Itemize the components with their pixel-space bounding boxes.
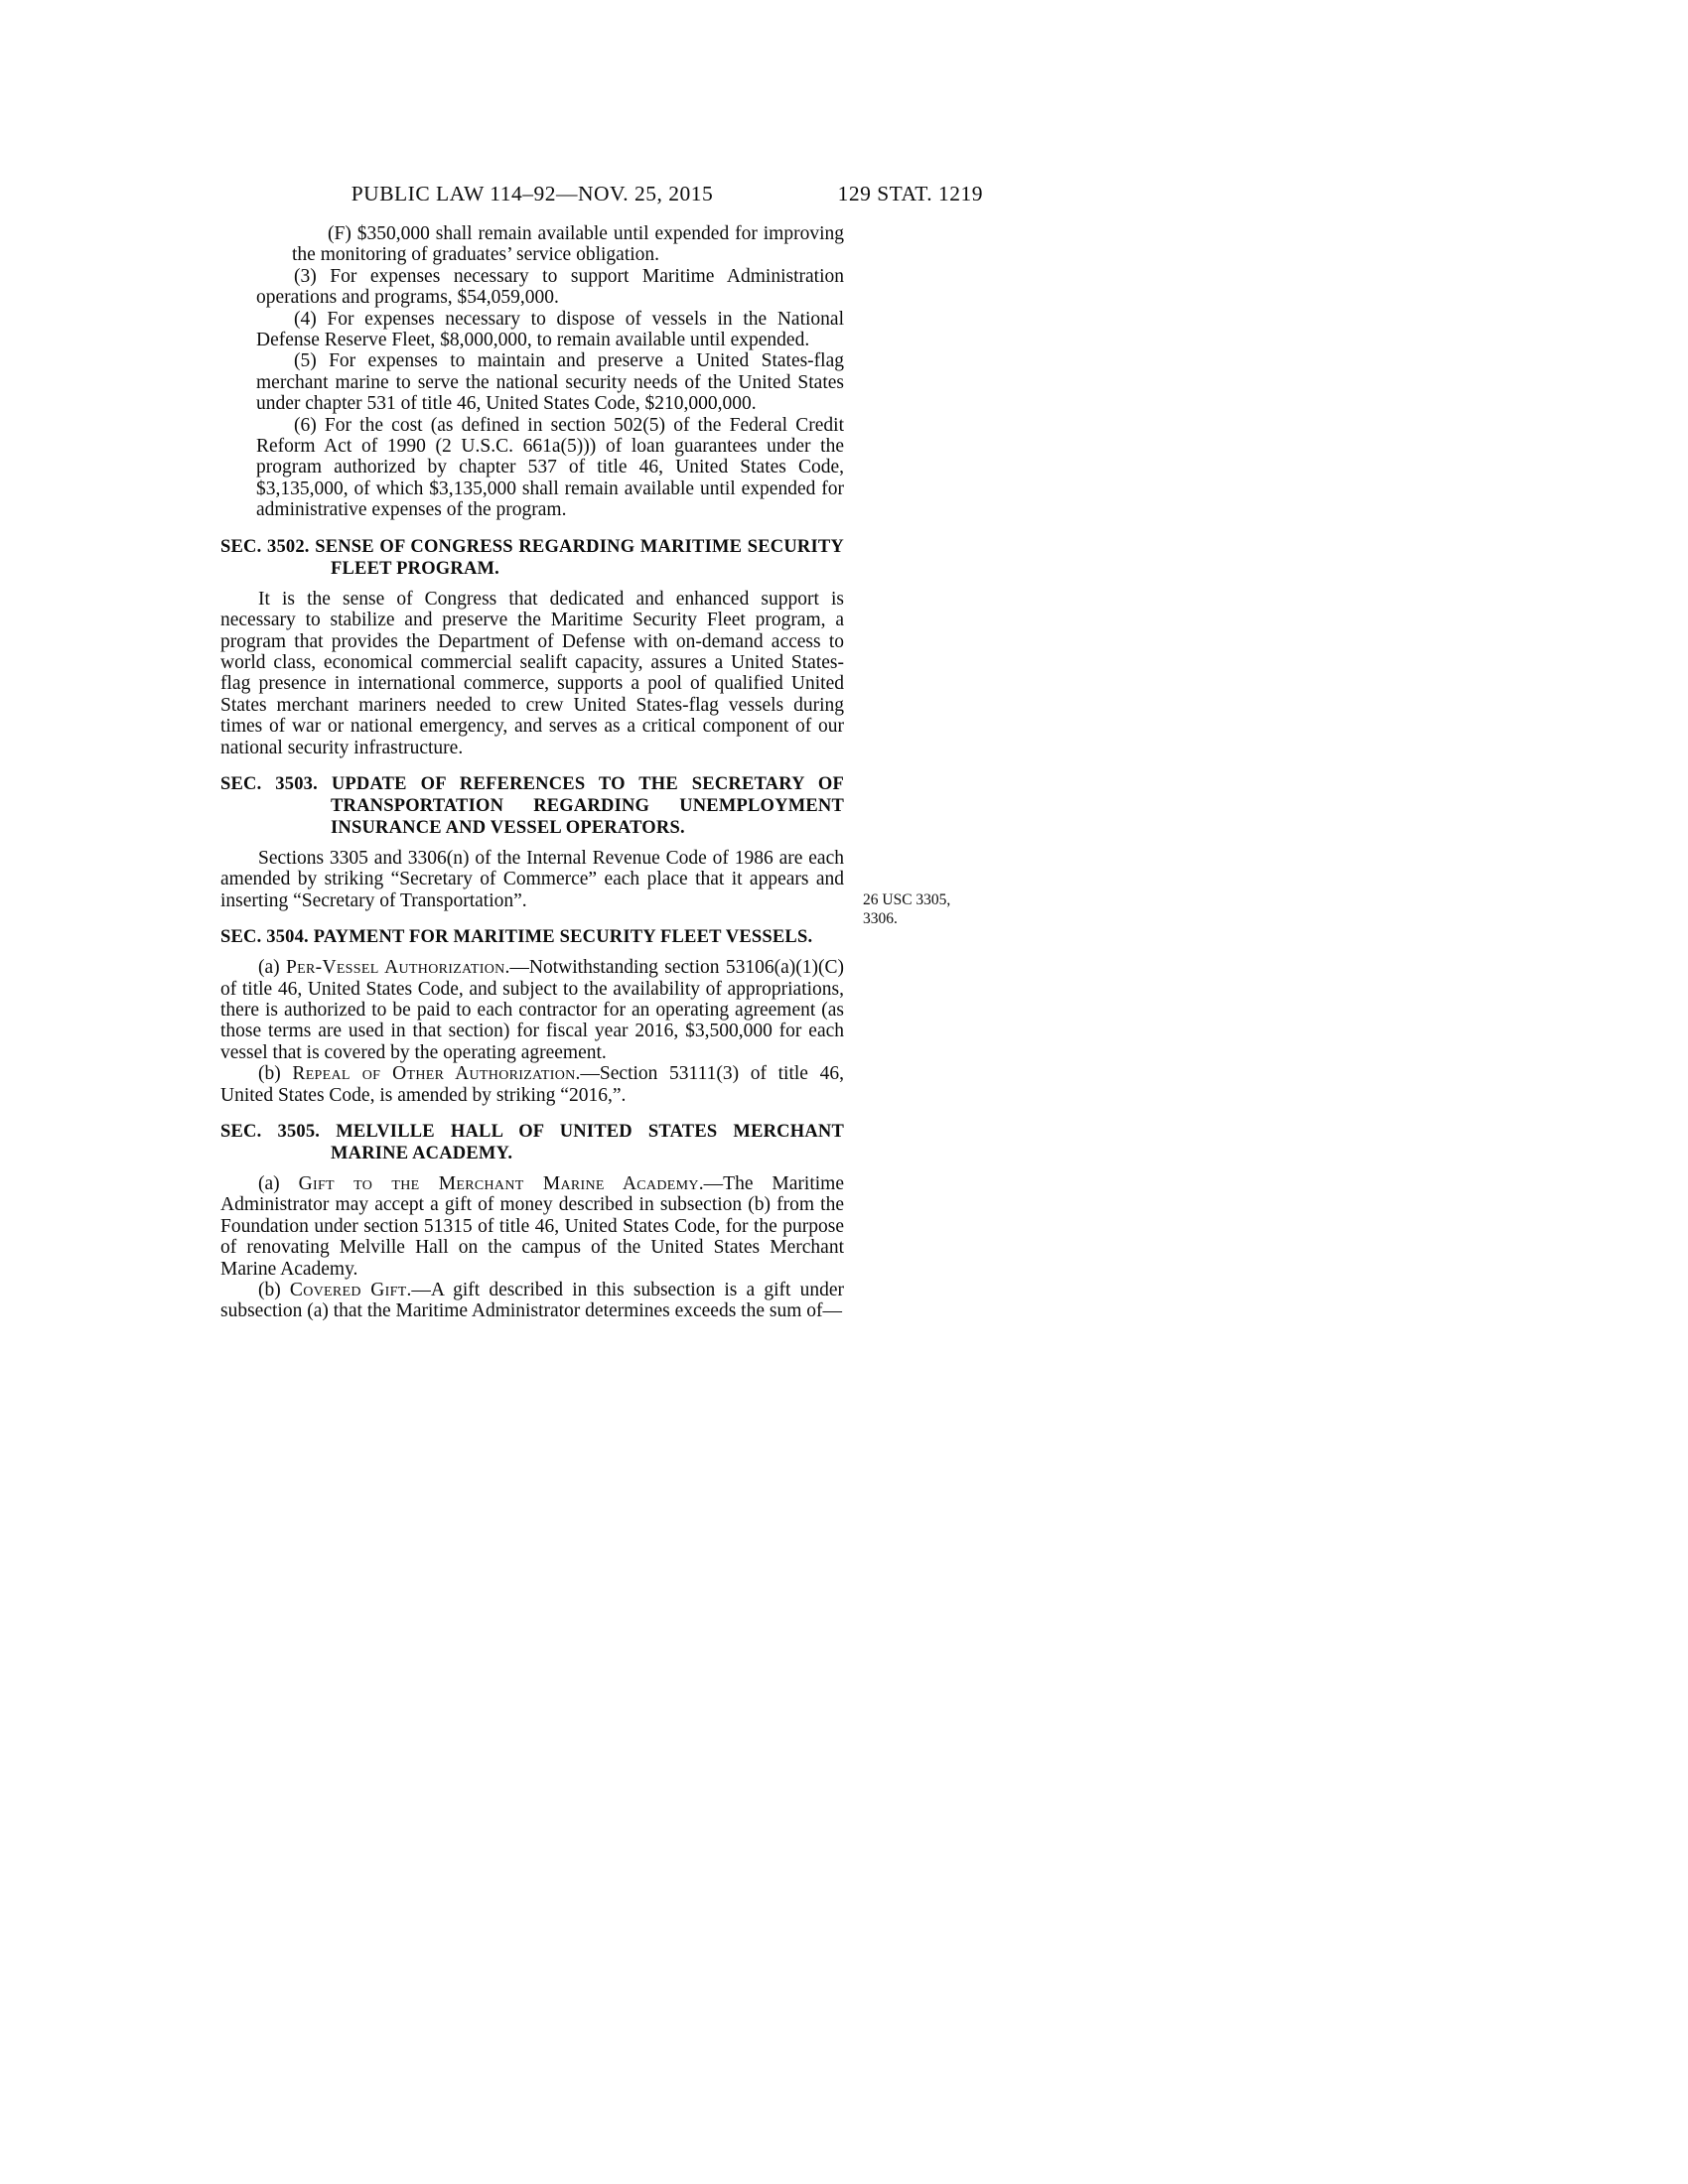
sec-3504-heading: SEC. 3504. PAYMENT FOR MARITIME SECURITY FLEET VESSELS. [220,927,813,948]
sec-3505-subsection-a [220,1173,844,1280]
subsection-b-title: Covered Gift [289,1280,407,1301]
para-6: (6) For the cost (as defined in section 502(5) of the Federal Credit Reform Act of 1990 (2 U.S.C. 661a(5))) of loan guarantees under the program authorized by chapter 537 of title 46, United States Code, $3,135,000, of which $3,135,000 shall remain available until expended for administrative expenses of the program. [256,414,844,521]
stat-page-number: 129 STAT. 1219 [837,182,983,205]
subsection-b-body: .—Section 53111(3) of title 46, United States Code, is amended by striking “2016,”. [220,1063,844,1106]
para-subparagraph-f: (F) $350,000 shall remain available until expended for improving the monitoring of graduates’ service obligation. [292,223,844,266]
sec-3503-heading: SEC. 3503. UPDATE OF REFERENCES TO THE SECRETARY OF TRANSPORTATION REGARDING UNEMPLOYMENT INSURANCE AND VESSEL OPERATORS. [220,773,844,838]
subsection-b-title: Repeal of Other Authorization [292,1063,576,1085]
sec-3504-subsection-b [220,1063,844,1106]
sec-3505-heading: SEC. 3505. MELVILLE HALL OF UNITED STATES MERCHANT MARINE ACADEMY. [220,1122,844,1163]
para-5: (5) For expenses to maintain and preserve a United States-flag merchant marine to serve the national security needs of the United States under chapter 531 of title 46, United States Code, $210,000,000. [256,350,844,415]
subsection-a-label: (a) [258,957,287,979]
page-header [220,182,983,211]
subsection-b-label: (b) [258,1280,290,1301]
subsection-a-body: .—Notwithstanding section 53106(a)(1)(C) of title 46, United States Code, and subject to the availability of appropriations, there is authorized to be paid to each contractor for an operating agreement (as those terms are used in that section) for fiscal year 2016, $3,500,000 for each vessel that is covered by the operating agreement. [220,957,844,1063]
subsection-a-title: Per-Vessel Authorization [286,957,505,979]
sec-3503-paragraph [220,847,951,927]
document-column [220,223,951,1322]
subsection-b-label: (b) [258,1063,293,1085]
margin-note-usc-citation: 26 USC 3305, 3306. [863,890,951,927]
para-4: (4) For expenses necessary to dispose of vessels in the National Defense Reserve Fleet, $8,000,000, to remain available until expended. [256,308,844,351]
subsection-a-title: Gift to the Merchant Marine Academy [298,1173,699,1194]
subsection-a-label: (a) [258,1173,299,1194]
sec-3502-paragraph: It is the sense of Congress that dedicated and enhanced support is necessary to stabilize and preserve the Maritime Security Fleet program, a program that provides the Department of Defense with on-demand access to world class, economical commercial sealift capacity, assures a United States-flag presence in international commerce, supports a pool of qualified United States merchant mariners needed to crew United States-flag vessels during times of war or national emergency, and serves as a critical component of our national security infrastructure. [220,588,844,758]
sec-3503-text: Sections 3305 and 3306(n) of the Internal Revenue Code of 1986 are each amended by striking “Secretary of Commerce” each place that it appears and inserting “Secretary of Transportation”. [220,847,844,911]
sec-3502-heading: SEC. 3502. SENSE OF CONGRESS REGARDING MARITIME SECURITY FLEET PROGRAM. [220,536,844,579]
para-3: (3) For expenses necessary to support Maritime Administration operations and programs, $54,059,000. [256,265,844,309]
subsection-a-body: .—The Maritime Administrator may accept a gift of money described in subsection (b) from the Foundation under section 51315 of title 46, United States Code, for the purpose of renovating Melville Hall on the campus of the United States Merchant Marine Academy. [220,1173,844,1280]
law-title: PUBLIC LAW 114–92—NOV. 25, 2015 [351,182,714,205]
subsection-b-body: .—A gift described in this subsection is a gift under subsection (a) that the Maritime Administrator determines exceeds the sum of— [220,1280,844,1322]
sec-3505-subsection-b [220,1280,844,1322]
sec-3504-subsection-a [220,957,844,1063]
